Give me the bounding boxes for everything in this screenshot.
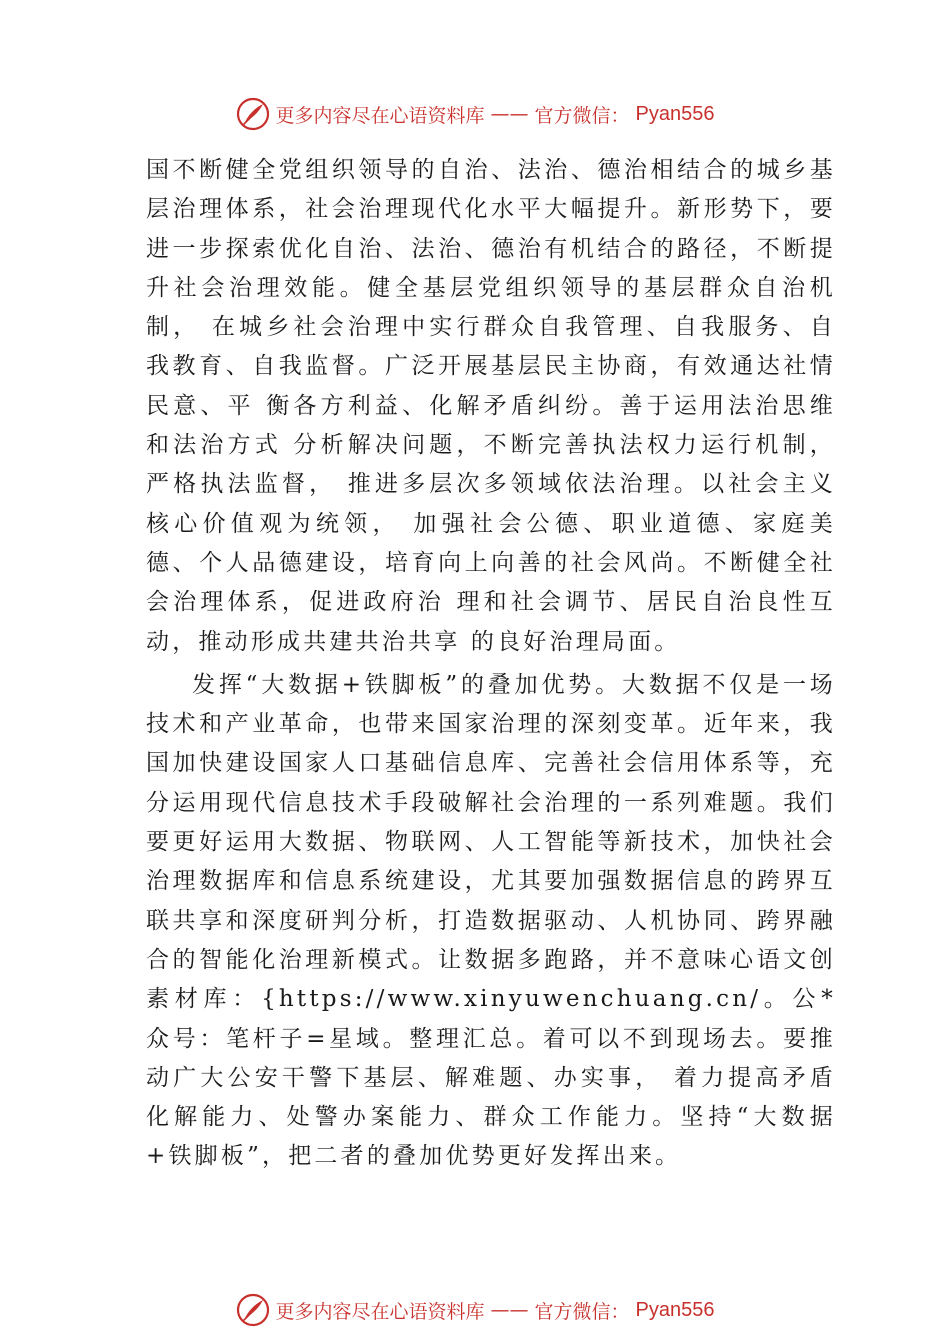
body-paragraph-1: 国不断健全党组织领导的自治、法治、德治相结合的城乡基层治理体系，社会治理现代化水平大幅提升。新形势下，要 进一步探索优化自治、法治、德治有机结合的路径，不断提 升社会治理效能。健全基层党组织领导的基层群众自治机制， 在城乡社会治理中实行群众自我管理、自我服务、自我教育、自我监督。广泛开展基层民主协商，有效通达社情民意、平 衡各方利益、化解矛盾纠纷。善于运用法治思维和法治方式 分析解决问题，不断完善执法权力运行机制，严格执法监督， 推进多层次多领域依法治理。以社会主义核心价值观为统领， 加强社会公德、职业道德、家庭美德、个人品德建设，培育向上向善的社会风尚。不断健全社会治理体系，促进政府治 理和社会调节、居民自治良性互动，推动形成共建共治共享 的良好治理局面。 xyxy=(146,157,836,655)
quill-logo-icon xyxy=(236,97,270,131)
document-body xyxy=(146,151,836,1177)
footer-brand-text: 更多内容尽在心语资料库 xyxy=(275,1300,485,1323)
quill-logo-icon xyxy=(236,1293,270,1327)
header-brand-text: 更多内容尽在心语资料库 xyxy=(275,104,485,127)
body-paragraph-2: 发挥“大数据+铁脚板”的叠加优势。大数据不仅是一场技术和产业革命，也带来国家治理的深刻变革。近年来，我国加快建设国家人口基础信息库、完善社会信用体系等，充分运用现代信息技术手段破解社会治理的一系列难题。我们要更好运用大数据、物联网、人工智能等新技术，加快社会治理数据库和信息系统建设，尤其要加强数据信息的跨界互联共享和深度研判分析，打造数据驱动、人机协同、跨界融合的智能化治理新模式。让数据多跑路，并不意味心语文创素材库：{https://www.xinyuwenchuang.cn/。公*众号：笔杆子=星域。整理汇总。着可以不到现场去。要推动广大公安干警下基层、解难题、办实事， 着力提高矛盾化解能力、处警办案能力、群众工作能力。坚持“大数据+铁脚板”，把二者的叠加优势更好发挥出来。 xyxy=(146,671,836,1170)
footer-official-label: 官方微信： xyxy=(534,1300,630,1323)
header-separator: —— xyxy=(490,103,529,125)
footer-separator: —— xyxy=(490,1299,529,1321)
footer-wechat-id: Pyan556 xyxy=(635,1298,715,1321)
header-wechat-id: Pyan556 xyxy=(635,102,715,125)
header-official-label: 官方微信： xyxy=(534,104,630,127)
footer-banner xyxy=(0,1290,950,1330)
header-banner xyxy=(0,94,950,134)
